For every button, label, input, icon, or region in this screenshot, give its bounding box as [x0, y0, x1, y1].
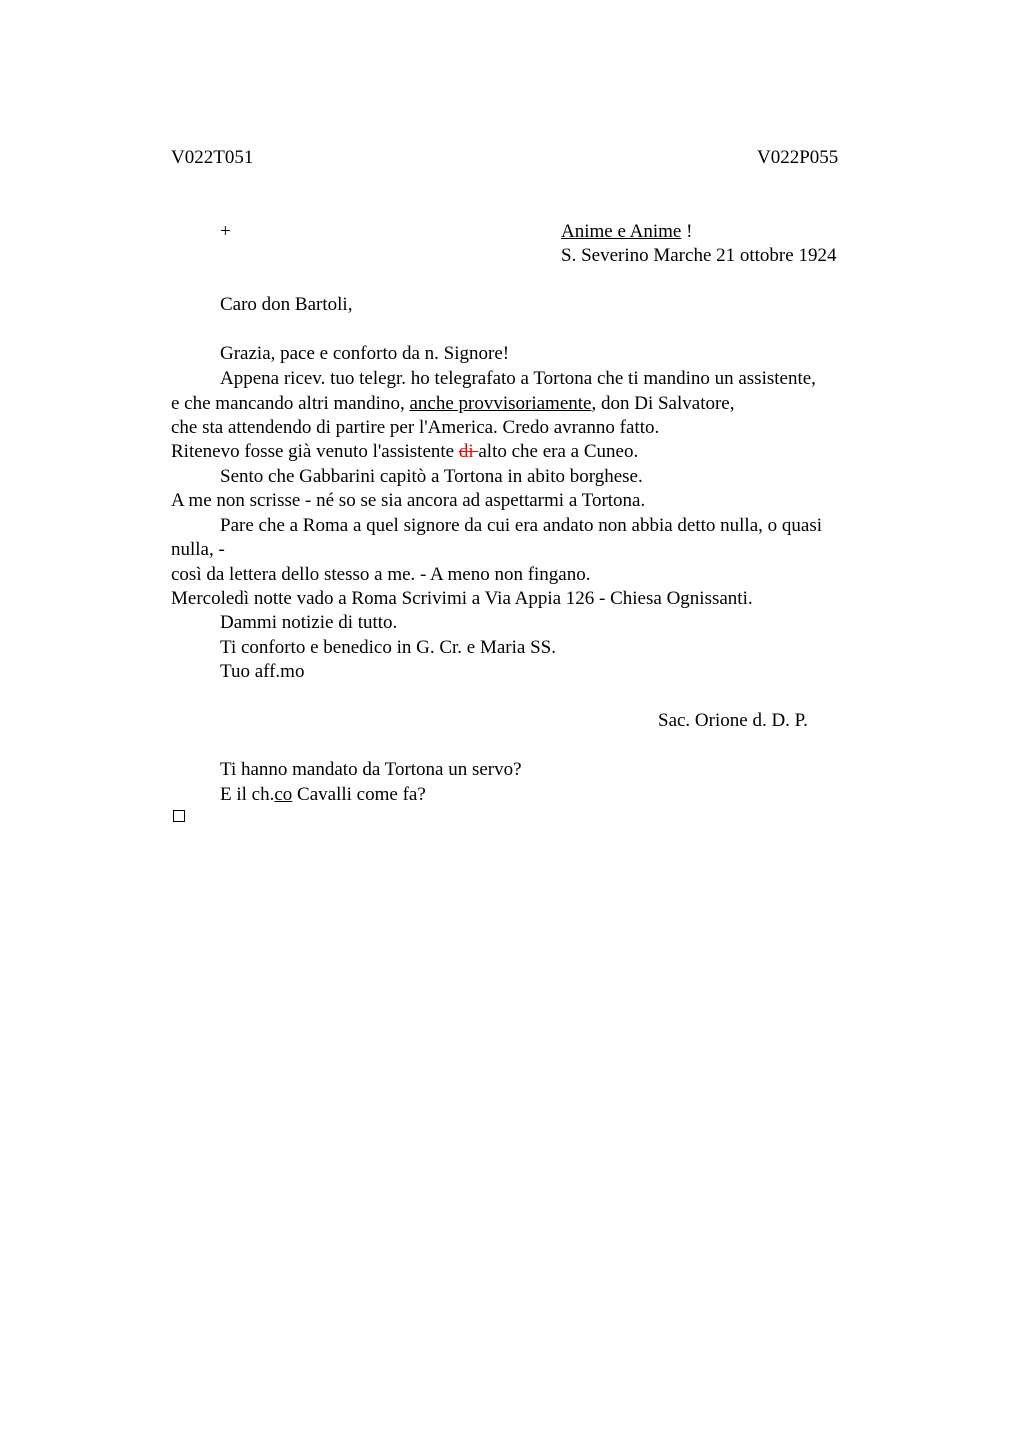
deleted-text: di	[458, 441, 479, 462]
signature: Sac. Orione d. D. P.	[658, 710, 808, 731]
body-line: così da lettera dello stesso a me. - A meno non fingano.	[171, 564, 591, 585]
salutation: Caro don Bartoli,	[220, 294, 353, 315]
body-line: Appena ricev. tuo telegr. ho telegrafato a Tortona che ti mandino un assistente,	[220, 368, 816, 389]
body-text: e che mancando altri mandino,	[171, 393, 410, 414]
underlined-text: anche provvisoriamente	[409, 393, 592, 414]
cross-symbol: +	[220, 221, 231, 242]
body-line: Dammi notizie di tutto.	[220, 612, 398, 633]
body-line: nulla, -	[171, 539, 225, 560]
body-line: A me non scrisse - né so se sia ancora ad aspettarmi a Tortona.	[171, 490, 646, 511]
body-line: Pare che a Roma a quel signore da cui era andato non abbia detto nulla, o quasi	[220, 515, 822, 536]
body-line	[171, 392, 735, 416]
body-text: E il ch.	[220, 784, 275, 805]
closing: Tuo aff.mo	[220, 661, 305, 682]
body-text: Ritenevo fosse già venuto l'assistente	[171, 441, 459, 462]
postscript-line	[220, 783, 426, 807]
underlined-text: co	[274, 784, 293, 805]
end-marker-box-icon	[173, 810, 185, 822]
body-text: , don Di Salvatore,	[591, 393, 735, 414]
body-line: Ti conforto e benedico in G. Cr. e Maria SS.	[220, 637, 556, 658]
motto-suffix: !	[681, 221, 693, 242]
body-line: Sento che Gabbarini capitò a Tortona in abito borghese.	[220, 466, 643, 487]
document-code-right: V022P055	[757, 147, 839, 168]
body-line	[171, 440, 638, 464]
body-text: alto che era a Cuneo.	[478, 441, 639, 462]
motto	[561, 220, 692, 244]
motto-underlined: Anime e Anime	[561, 221, 682, 242]
body-line: Grazia, pace e conforto da n. Signore!	[220, 343, 510, 364]
place-date: S. Severino Marche 21 ottobre 1924	[561, 245, 837, 266]
document-code-left: V022T051	[171, 147, 254, 168]
body-line: Mercoledì notte vado a Roma Scrivimi a Via Appia 126 - Chiesa Ognissanti.	[171, 588, 753, 609]
body-text: Cavalli come fa?	[292, 784, 426, 805]
postscript-line: Ti hanno mandato da Tortona un servo?	[220, 759, 522, 780]
body-line: che sta attendendo di partire per l'America. Credo avranno fatto.	[171, 417, 660, 438]
